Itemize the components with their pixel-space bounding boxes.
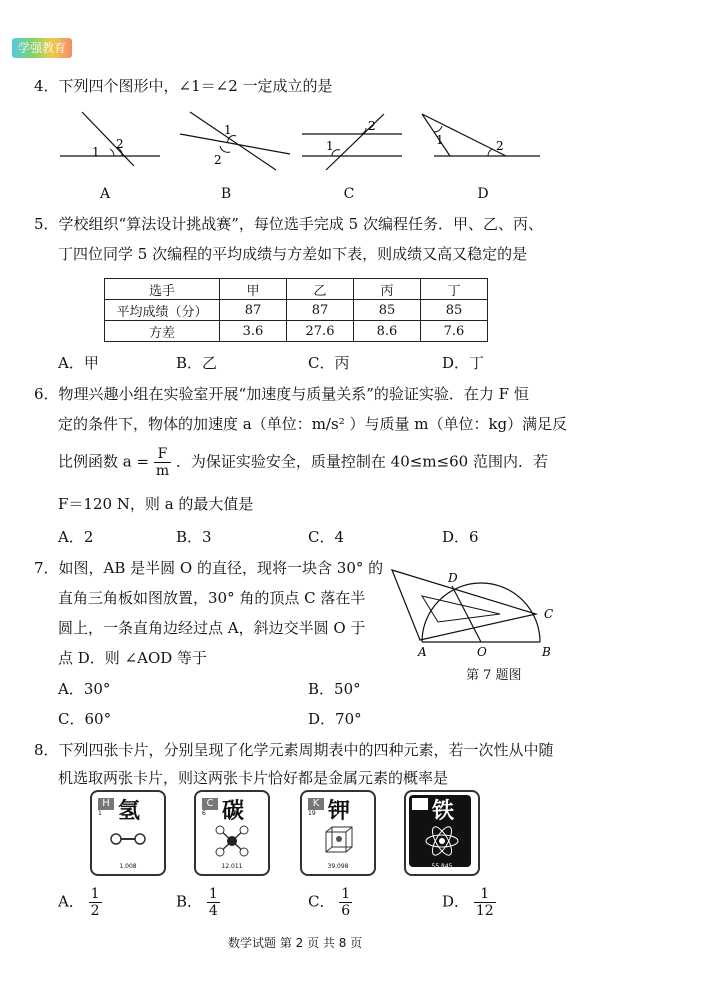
q6-option-d: D．6 xyxy=(442,528,479,546)
q4-label-d: D xyxy=(477,186,489,202)
q4-b-angle1: 1 xyxy=(224,123,232,137)
brand-logo: 学强教育 xyxy=(12,38,72,58)
q8-option-b xyxy=(176,886,220,919)
card-mass: 1.008 xyxy=(119,863,137,870)
card-symbol xyxy=(412,798,428,810)
q6-line3-post: ．为保证实验安全，质量控制在 40≤m≤60 范围内．若 xyxy=(175,452,548,471)
card-symbol: H xyxy=(98,798,114,810)
q6-frac-num: F xyxy=(154,446,171,463)
q6-line4: F＝120 N，则 a 的最大值是 xyxy=(58,495,254,513)
card-number: 6 xyxy=(202,810,206,817)
table-row xyxy=(105,300,488,321)
table-cell: 丙 xyxy=(354,279,421,300)
q6-frac-den: m xyxy=(155,463,170,479)
table-cell: 85 xyxy=(421,300,488,321)
q5-option-c: C．丙 xyxy=(308,354,350,372)
q8-option-a-fraction: $\frac{1}{2}$ xyxy=(90,886,100,919)
table-cell: 7.6 xyxy=(421,321,488,342)
q7-line2: 直角三角板如图放置，30° 角的顶点 C 落在半 xyxy=(58,589,366,607)
crystal-lattice-icon xyxy=(318,824,358,858)
table-header-row xyxy=(105,279,488,300)
q4-label-a: A xyxy=(99,186,111,202)
q8-option-b-label: B． xyxy=(176,892,203,911)
q4-d-angle1: 1 xyxy=(436,133,444,147)
q6-option-c: C．4 xyxy=(308,528,345,546)
q8-option-c-label: C． xyxy=(308,892,335,911)
q4-c-angle2: 2 xyxy=(368,119,376,133)
page-footer: 数学试题 第 2 页 共 8 页 xyxy=(228,936,363,950)
q6-fraction xyxy=(154,446,171,479)
q8-option-c xyxy=(308,886,352,919)
atom-icon xyxy=(422,824,462,858)
card-name: 氢 xyxy=(118,799,141,824)
q8-option-d-label: D． xyxy=(442,892,470,911)
table-cell: 8.6 xyxy=(354,321,421,342)
q8-option-a-label: A． xyxy=(58,892,84,911)
card-mass: 12.011 xyxy=(221,863,243,870)
q8-option-c-fraction: $\frac{1}{6}$ xyxy=(341,886,351,919)
q7-point-a: A xyxy=(418,645,427,659)
q7-figure xyxy=(388,560,568,660)
q7-point-d: D xyxy=(448,571,458,585)
table-row xyxy=(105,321,488,342)
q7-point-c: C xyxy=(544,607,554,621)
table-cell: 乙 xyxy=(287,279,354,300)
table-cell: 选手 xyxy=(105,279,220,300)
q7-line3: 圆上，一条直角边经过点 A，斜边交半圆 O 于 xyxy=(58,619,366,637)
molecule-icon xyxy=(108,824,148,854)
q7-option-d: D．70° xyxy=(308,710,362,728)
table-cell: 27.6 xyxy=(287,321,354,342)
table-cell: 甲 xyxy=(220,279,287,300)
q4-d-angle2: 2 xyxy=(496,139,504,153)
q4-b-angle2: 2 xyxy=(214,153,222,167)
card-name: 铁 xyxy=(432,799,455,824)
q7-point-b: B xyxy=(542,645,551,659)
q5-option-d: D．丁 xyxy=(442,354,485,372)
q8-option-d xyxy=(442,886,496,919)
q4-figure-a xyxy=(60,112,160,166)
element-card-carbon xyxy=(194,790,270,876)
q4-figures xyxy=(50,104,570,174)
q8-option-b-fraction: $\frac{1}{4}$ xyxy=(208,886,218,919)
card-symbol: C xyxy=(202,798,218,810)
q5-line2: 丁四位同学 5 次编程的平均成绩与方差如下表，则成绩又高又稳定的是 xyxy=(58,245,528,263)
q8-line2: 机选取两张卡片，则这两张卡片恰好都是金属元素的概率是 xyxy=(58,769,449,787)
table-cell: 方差 xyxy=(105,321,220,342)
table-cell: 丁 xyxy=(421,279,488,300)
q6-line3 xyxy=(58,446,548,479)
q4-c-angle1: 1 xyxy=(326,139,334,153)
card-number: 19 xyxy=(308,810,316,817)
q6-option-b: B．3 xyxy=(176,528,212,546)
q4-figure-d xyxy=(422,114,540,156)
element-card-iron xyxy=(404,790,480,876)
q7-line4: 点 D．则 ∠AOD 等于 xyxy=(58,649,208,667)
q7-option-b: B．50° xyxy=(308,680,361,698)
q7-line1: 7．如图，AB 是半圆 O 的直径，现将一块含 30° 的 xyxy=(34,559,384,577)
table-cell: 87 xyxy=(287,300,354,321)
q7-option-c: C．60° xyxy=(58,710,112,728)
q4-label-c: C xyxy=(343,186,355,202)
card-number: 1 xyxy=(98,810,102,817)
table-cell: 87 xyxy=(220,300,287,321)
q4-figure-c xyxy=(302,114,402,170)
q5-score-table xyxy=(104,278,488,342)
card-name: 钾 xyxy=(328,799,351,824)
table-cell: 平均成绩（分） xyxy=(105,300,220,321)
q4-a-angle2: 2 xyxy=(116,137,124,151)
q4-stem: 4．下列四个图形中，∠1＝∠2 一定成立的是 xyxy=(34,77,333,95)
card-name: 碳 xyxy=(222,799,245,824)
q5-option-b: B．乙 xyxy=(176,354,218,372)
q6-line3-pre: 比例函数 a = xyxy=(58,452,150,471)
molecule-icon xyxy=(212,824,252,858)
q4-a-angle1: 1 xyxy=(92,145,100,159)
q7-point-o: O xyxy=(477,645,487,659)
q6-option-a: A．2 xyxy=(58,528,94,546)
card-mass: 39.098 xyxy=(327,863,349,870)
q4-figure-b xyxy=(180,112,290,170)
card-symbol: K xyxy=(308,798,324,810)
table-cell: 85 xyxy=(354,300,421,321)
q6-line2: 定的条件下，物体的加速度 a（单位：m/s² ）与质量 m（单位：kg）满足反 xyxy=(58,415,568,433)
q8-option-a xyxy=(58,886,102,919)
q5-line1: 5．学校组织“算法设计挑战赛”，每位选手完成 5 次编程任务．甲、乙、丙、 xyxy=(34,215,543,233)
q4-label-b: B xyxy=(220,186,232,202)
q6-line1: 6．物理兴趣小组在实验室开展“加速度与质量关系”的验证实验．在力 F 恒 xyxy=(34,385,529,403)
table-cell: 3.6 xyxy=(220,321,287,342)
q7-fig-caption: 第 7 题图 xyxy=(466,668,522,683)
element-card-potassium xyxy=(300,790,376,876)
card-mass: 55.845 xyxy=(431,863,453,870)
q5-option-a: A．甲 xyxy=(58,354,99,372)
q8-option-d-fraction: $\frac{1}{12}$ xyxy=(475,886,494,919)
q8-line1: 8．下列四张卡片，分别呈现了化学元素周期表中的四种元素，若一次性从中随 xyxy=(34,741,554,759)
element-card-hydrogen xyxy=(90,790,166,876)
q7-option-a: A．30° xyxy=(58,680,111,698)
